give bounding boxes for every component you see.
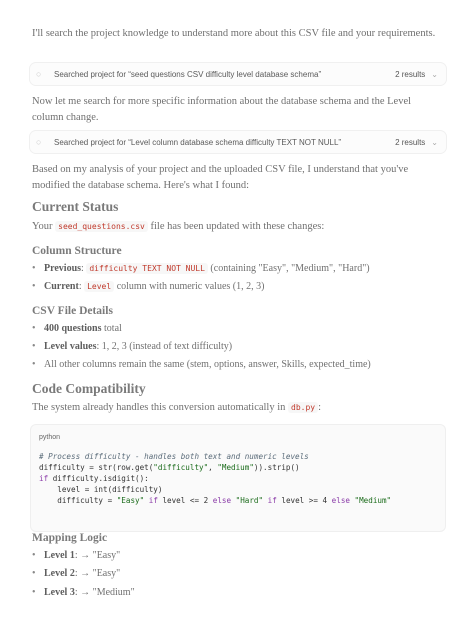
level-mapping: : → "Easy" bbox=[74, 568, 121, 579]
result-count-1: 2 results bbox=[395, 69, 426, 79]
code-line-2c: )).strip() bbox=[253, 463, 300, 472]
code-line-5a: difficulty = bbox=[39, 496, 117, 505]
code-str: "Medium" bbox=[349, 496, 392, 505]
code-keyword: if bbox=[144, 496, 158, 505]
code-language-label: python bbox=[39, 434, 61, 441]
questions-count: 400 questions bbox=[44, 323, 102, 334]
heading-code-compatibility: Code Compatibility bbox=[32, 381, 146, 396]
code-line-3: difficulty.isdigit(): bbox=[48, 474, 149, 483]
code-keyword: else bbox=[331, 496, 350, 505]
current-rest: column with numeric values (1, 2, 3) bbox=[116, 281, 265, 292]
code-comment: # Process difficulty - handles both text and numeric levels bbox=[39, 452, 309, 461]
current-code: Level bbox=[84, 281, 114, 292]
level-values-rest: : 1, 2, 3 (instead of text difficulty) bbox=[96, 341, 233, 352]
bullet: • bbox=[32, 587, 36, 598]
current-label: Current bbox=[44, 281, 79, 292]
heading-mapping-logic: Mapping Logic bbox=[32, 532, 108, 544]
code-keyword: if bbox=[39, 474, 49, 483]
bullet: • bbox=[32, 281, 36, 292]
status-post: file has been updated with these changes: bbox=[150, 221, 325, 232]
compat-after: : bbox=[318, 402, 322, 413]
list-item-level-3 bbox=[32, 585, 442, 601]
previous-rest: (containing "Easy", "Medium", "Hard") bbox=[210, 263, 370, 274]
code-block[interactable] bbox=[30, 424, 446, 532]
list-item-level-values bbox=[32, 339, 442, 355]
level-values-label: Level values bbox=[44, 341, 97, 352]
code-line-5c: level >= 4 bbox=[276, 496, 332, 505]
level-label: Level 1 bbox=[44, 550, 75, 561]
compat-text: The system already handles this conversion automatically in bbox=[32, 402, 286, 413]
code-content bbox=[39, 451, 437, 506]
search-query-1: Searched project for “seed questions CSV difficulty level database schema” bbox=[54, 69, 322, 79]
intro-text: I'll search the project knowledge to understand more about this CSV file and your requirements. bbox=[32, 28, 436, 39]
search-query-2: Searched project for “Level column database schema difficulty TEXT NOT NULL” bbox=[54, 137, 342, 147]
list-item-other-columns bbox=[32, 357, 442, 373]
list-item-current: • Current: Level column with numeric values (1, 2, 3) bbox=[32, 279, 442, 295]
heading-column-structure: Column Structure bbox=[32, 245, 122, 257]
code-str: "Medium" bbox=[217, 463, 254, 472]
bullet: • bbox=[32, 568, 36, 579]
result-count-2: 2 results bbox=[395, 137, 426, 147]
chevron-down-icon[interactable]: ⌄ bbox=[431, 137, 438, 147]
list-item-previous: • Previous: difficulty TEXT NOT NULL (containing "Easy", "Medium", "Hard") bbox=[32, 261, 442, 277]
search-icon: ○ bbox=[36, 137, 42, 147]
search-result-2[interactable] bbox=[30, 131, 446, 153]
level-mapping: : → "Easy" bbox=[74, 550, 121, 561]
search-icon: ○ bbox=[36, 69, 42, 79]
level-mapping: : → "Medium" bbox=[74, 587, 135, 598]
bullet: • bbox=[32, 263, 36, 274]
level-label: Level 2 bbox=[44, 568, 75, 579]
list-item-level-2 bbox=[32, 566, 442, 582]
heading-current-status: Current Status bbox=[32, 199, 119, 214]
code-line-2a: difficulty = str(row.get( bbox=[39, 463, 154, 472]
questions-rest: total bbox=[104, 323, 122, 334]
code-str: "Hard" bbox=[231, 496, 264, 505]
file-name-code: seed_questions.csv bbox=[55, 221, 148, 232]
level-label: Level 3 bbox=[44, 587, 75, 598]
chevron-down-icon[interactable]: ⌄ bbox=[431, 69, 438, 79]
status-pre: Your bbox=[32, 221, 53, 232]
heading-csv-details: CSV File Details bbox=[32, 305, 113, 317]
previous-code: difficulty TEXT NOT NULL bbox=[86, 263, 208, 274]
paragraph-3: Based on my analysis of your project and the uploaded CSV file, I understand that you've modified the database schema. Here's what I found: bbox=[32, 164, 409, 191]
code-line-4: level = int(difficulty) bbox=[39, 485, 163, 494]
code-keyword: if bbox=[263, 496, 277, 505]
db-file-code: db.py bbox=[288, 402, 318, 413]
code-keyword: else bbox=[212, 496, 232, 505]
bullet: • bbox=[32, 359, 36, 370]
bullet: • bbox=[32, 323, 36, 334]
previous-label: Previous bbox=[44, 263, 82, 274]
code-compat-text bbox=[32, 400, 442, 416]
other-columns-text: All other columns remain the same (stem, options, answer, Skills, expected_time) bbox=[44, 359, 371, 370]
code-line-2b: , bbox=[208, 463, 218, 472]
list-item-level-1 bbox=[32, 548, 442, 564]
code-str: "Easy" bbox=[116, 496, 145, 505]
paragraph-2: Now let me search for more specific information about the database schema and the Level column change. bbox=[32, 96, 412, 123]
search-result-1[interactable] bbox=[30, 63, 446, 85]
code-str: "difficulty" bbox=[153, 463, 209, 472]
bullet: • bbox=[32, 341, 36, 352]
list-item-questions bbox=[32, 321, 442, 337]
code-line-5b: level <= 2 bbox=[157, 496, 213, 505]
current-status-text bbox=[32, 219, 442, 235]
bullet: • bbox=[32, 550, 36, 561]
